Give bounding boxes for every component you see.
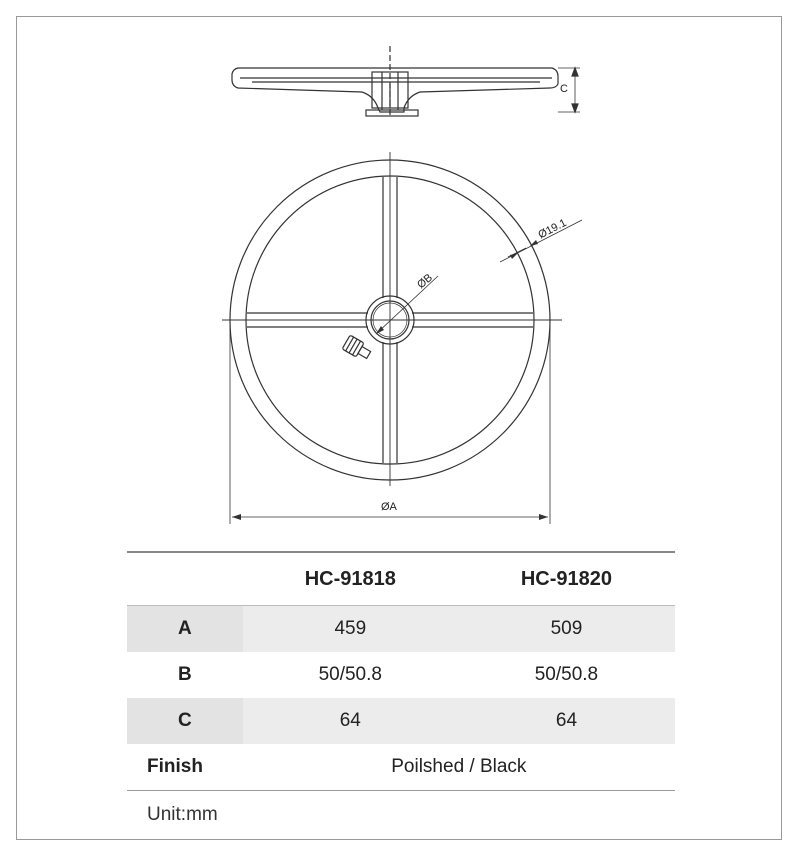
header-empty [127,552,243,606]
dim-label-b: ØB [415,271,435,292]
header-model-1: HC-91818 [243,552,458,606]
table-row [127,606,675,653]
dim-label-19-1: Ø19.1 [536,216,569,242]
cell-value: 509 [458,606,675,653]
finish-value: Poilshed / Black [243,744,675,791]
top-view [222,152,582,524]
table-header-row [127,552,675,606]
unit-note: Unit:mm [147,804,218,825]
header-model-2: HC-91820 [458,552,675,606]
cell-value: 64 [243,698,458,744]
table-row [127,652,675,698]
finish-row [127,744,675,791]
side-view [232,46,580,118]
cell-value: 459 [243,606,458,653]
finish-label: Finish [127,744,243,791]
row-label: C [127,698,243,744]
cell-value: 50/50.8 [534,664,599,685]
cell-value: 64 [458,698,675,744]
dim-label-c: C [560,83,568,95]
row-label: A [127,606,243,653]
dim-label-a: ØA [381,501,397,513]
row-label: B [177,664,192,685]
spec-table [127,551,675,791]
cell-value: 50/50.8 [318,664,382,685]
table-row [127,698,675,744]
